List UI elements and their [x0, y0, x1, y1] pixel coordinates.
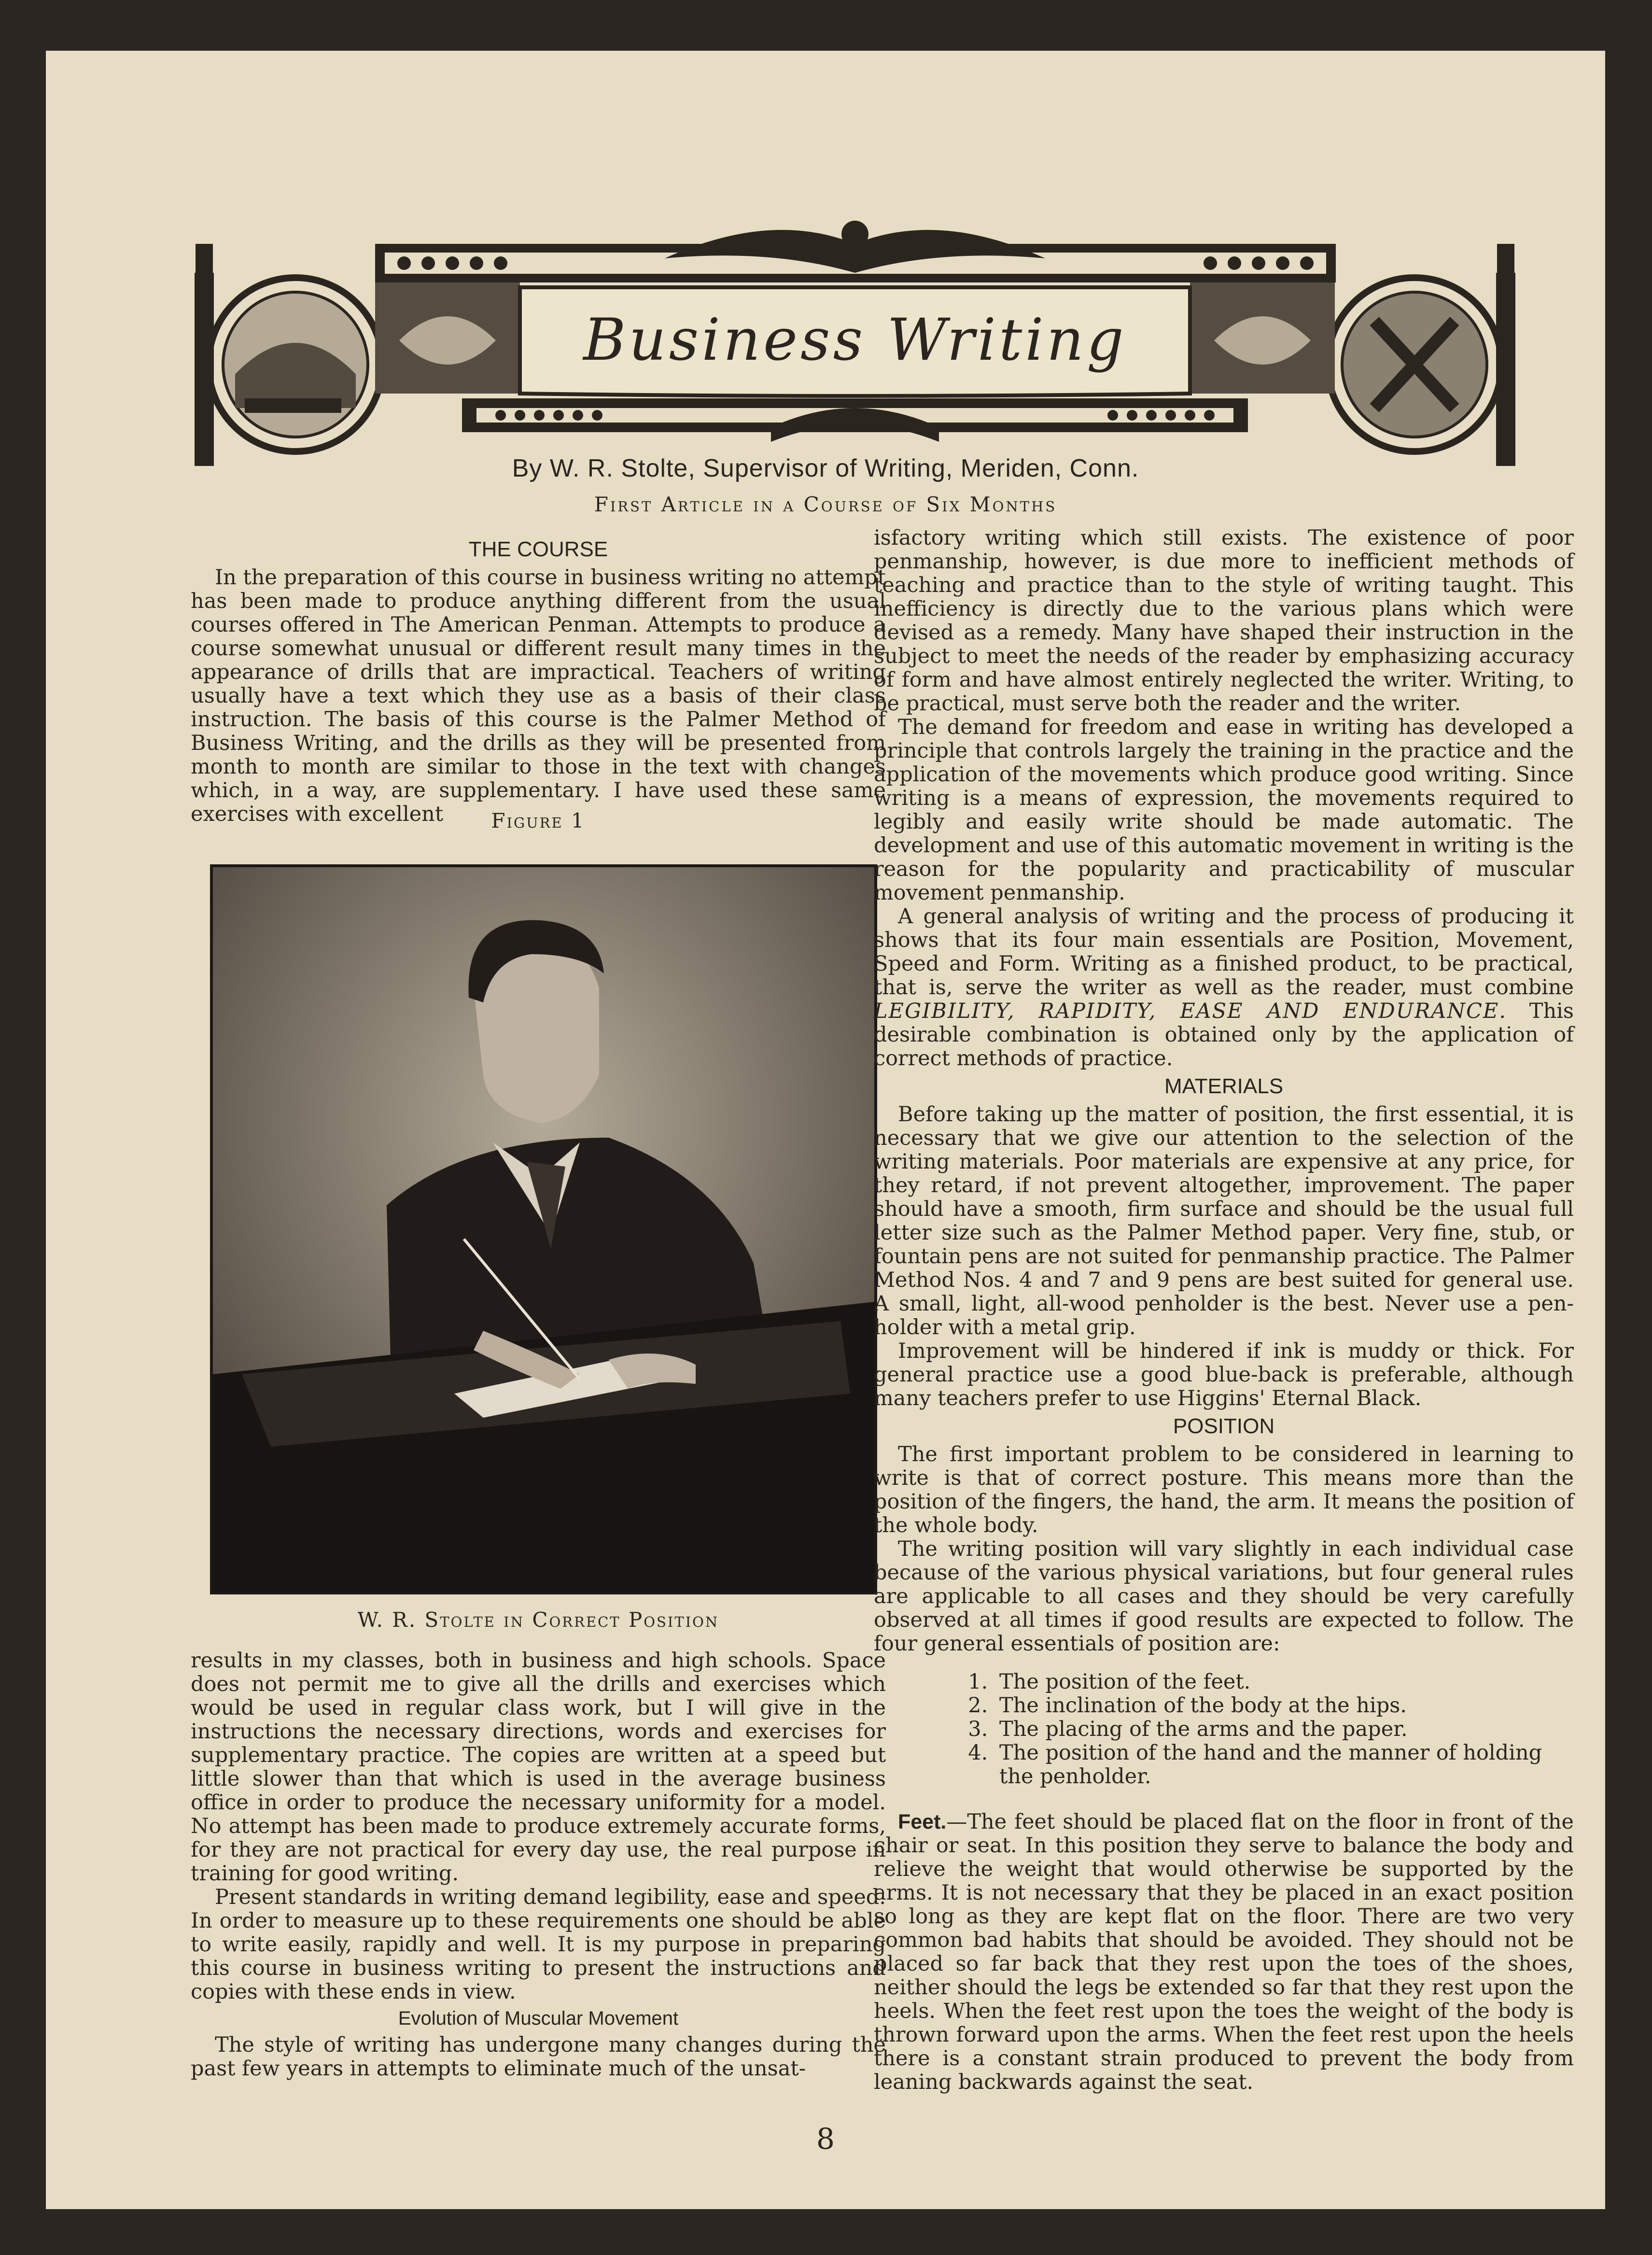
- left-column: [191, 534, 886, 826]
- business-writing-banner: [192, 215, 1518, 466]
- feet-text: —The feet should be placed flat on the floor in front of the chair or seat. In this position they serve to balance the body and relieve the weight that would otherwise be supported by the arms. It is not necessary that they be placed in an exact position so long as they are kept flat on the floor. There are two very common bad habits that should be avoided. They should not be placed so far back that they rest upon the toes of the shoes, neither should the legs be extended so far that they rest upon the heels. When the feet rest upon the toes the weight of the body is thrown forward upon the arms. When the feet rest upon the heels there is a constant strain produced to prevent the body from leaning backwards against the seat.: [874, 1810, 1574, 2094]
- page-sheet: [46, 51, 1605, 2209]
- paragraph-feet: [874, 1810, 1574, 2094]
- paragraph-style: The style of writing has undergone many changes during the past few years in attempts to eliminate much of the unsat-: [191, 2033, 886, 2081]
- byline: By W. R. Stolte, Supervisor of Writing, Meriden, Conn.: [512, 454, 1139, 482]
- paragraph-results: results in my classes, both in business and high schools. Space does not permit me to give all the drills and exercises which would be used in regular class work, but I will give in the instructions the necessary directions, words and exercises for supplementary practice. The copies are written at a speed but little slower than that which is used in the average business office in order to produce the necessary uniformity for a model. No attempt has been made to produce extremely accurate forms, for they are not practical for every day use, the real purpose in training for good writing.: [191, 1649, 886, 1886]
- paragraph-demand: The demand for freedom and ease in writing has developed a principle that controls largely the training in the practice and the application of the movements which produce good writing. Since writing is a means of expression, the movements required to legibly and easily write should be made automatic. The development and use of this automatic movement in writing is the reason for the popularity and practicability of muscular movement penmanship.: [874, 715, 1574, 905]
- emphasis-legibility: LEGIBILITY, RAPIDITY, EASE AND ENDURANCE.: [874, 999, 1507, 1023]
- banner-title: Business Writing: [583, 307, 1127, 374]
- section-heading-position: POSITION: [1173, 1414, 1275, 1438]
- portrait-photo: [210, 864, 877, 1594]
- right-column: [874, 526, 1574, 2094]
- paragraph-ink: Improvement will be hindered if ink is muddy or thick. For general practice use a good blue-back is preferable, although many teachers prefer to use Higgins' Eternal Black.: [874, 1339, 1574, 1410]
- page-content: [46, 51, 1605, 2209]
- paragraph-intro: In the preparation of this course in business writing no attempt has been made to produce anything different from the usual courses offered in The American Penman. Attempts to produce a course somewhat unusual or different result many times in the appearance of drills that are impractical. Teachers of writing usually have a text which they use as a basis of their class instruction. The basis of this course is the Palmer Method of Business Writing, and the drills as they will be presented from month to month are similar to those in the text with changes which, in a way, are supplementary. I have used these same exercises with excellent: [191, 565, 886, 826]
- paragraph-standards: Present standards in writing demand legibility, ease and speed. In order to measure up to these requirements one should be able to write easily, rapidly and well. It is my purpose in preparing this course in business writing to present the instructions and copies with these ends in view.: [191, 1885, 886, 2004]
- feet-label: Feet.: [898, 1810, 947, 1833]
- analysis-text-b: This desirable combination is obtained only by the application of correct methods of practice.: [874, 999, 1574, 1071]
- list-item: 2. The inclination of the body at the hips.: [994, 1694, 1574, 1718]
- subheading-evolution: Evolution of Muscular Movement: [398, 2008, 679, 2029]
- analysis-text-a: A general analysis of writing and the process of producing it shows that its four main essentials are Position, Movement, Speed and Form. Writing as a finished product, to be practical, that is, serve the writer as well as the reader, must combine: [874, 904, 1574, 1000]
- photo-caption: W. R. Stolte in Correct Position: [357, 1608, 719, 1632]
- figure-title: Figure 1: [491, 809, 586, 832]
- paragraph-posture: The first important problem to be considered in learning to write is that of correct posture. This means more than the position of the fingers, the hand, the arm. It means the position of the whole body.: [874, 1442, 1574, 1537]
- series-subtitle: First Article in a Course of Six Months: [594, 493, 1057, 516]
- section-heading-course: THE COURSE: [468, 537, 608, 561]
- paragraph-unsatisfactory: isfactory writing which still exists. The existence of poor penmanship, however, is due more to inefficient methods of teaching and practice than to the style of writing taught. This inefficiency is directly due to the various plans which were devised as a remedy. Many have shaped their instruction in the subject to meet the needs of the reader by emphasizing accuracy of form and have almost entirely neglected the writer. Writing, to be practical, must serve both the reader and the writer.: [874, 526, 1574, 716]
- section-heading-materials: MATERIALS: [1164, 1074, 1284, 1098]
- list-item: 1. The position of the feet.: [994, 1670, 1574, 1694]
- left-column-continued: [191, 1649, 886, 2081]
- list-item: 4. The position of the hand and the manner of holding the penholder.: [994, 1741, 1574, 1789]
- list-item: 3. The placing of the arms and the paper.: [994, 1718, 1574, 1741]
- paragraph-materials: Before taking up the matter of position, the first essential, it is necessary that we give our attention to the selection of the writing materials. Poor materials are expensive at any price, for they retard, if not prevent altogether, improvement. The paper should have a smooth, firm surface and should be the usual full letter size such as the Palmer Method paper. Very fine, stub, or fountain pens are not suited for penmanship practice. The Palmer Method Nos. 4 and 7 and 9 pens are best suited for general use. A small, light, all-wood penholder is the best. Never use a pen-holder with a metal grip.: [874, 1102, 1574, 1339]
- paragraph-variations: The writing position will vary slightly in each individual case because of the various physical variations, but four general rules are applicable to all cases and they should be very carefully observed at all times if good results are expected to follow. The four general essentials of position are:: [874, 1537, 1574, 1656]
- page-number: 8: [816, 2122, 835, 2156]
- essentials-list: [874, 1670, 1574, 1789]
- paragraph-analysis: [874, 905, 1574, 1071]
